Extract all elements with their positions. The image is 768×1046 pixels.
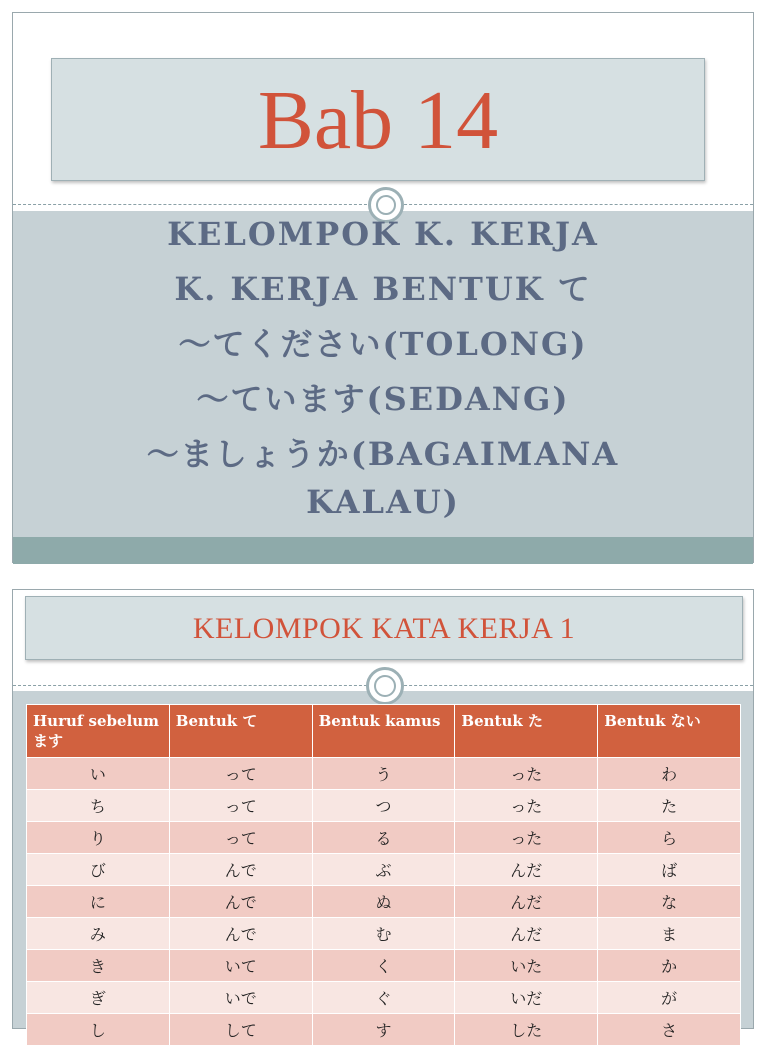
table-cell: た (598, 790, 741, 822)
subtitle-line: ～ています(SEDANG) (196, 380, 570, 418)
table-cell: い (27, 758, 170, 790)
table-cell: って (169, 758, 312, 790)
table-cell: び (27, 854, 170, 886)
table-cell: いて (169, 950, 312, 982)
verb-conjugation-table (26, 704, 741, 1046)
table-cell: ぶ (312, 854, 455, 886)
slide-1 (12, 12, 754, 563)
slide-1-title: Bab 14 (257, 74, 499, 167)
table-cell: した (455, 1014, 598, 1046)
table-cell: わ (598, 758, 741, 790)
table-cell: って (169, 822, 312, 854)
subtitle-line: ～ましょうか(BAGAIMANA (146, 435, 620, 473)
table-cell: んで (169, 854, 312, 886)
slide-1-subtitle (13, 207, 753, 522)
table-cell: つ (312, 790, 455, 822)
slide-1-title-box (51, 58, 705, 181)
table-cell: き (27, 950, 170, 982)
table-cell: に (27, 886, 170, 918)
table-cell: んだ (455, 854, 598, 886)
table-cell: ぬ (312, 886, 455, 918)
table-cell: ぎ (27, 982, 170, 1014)
table-header: Bentuk kamus (312, 705, 455, 758)
table-row (27, 950, 741, 982)
table-row (27, 758, 741, 790)
table-cell: な (598, 886, 741, 918)
table-body (27, 758, 741, 1046)
table-row (27, 886, 741, 918)
table-cell: ば (598, 854, 741, 886)
table-cell: る (312, 822, 455, 854)
table-cell: った (455, 758, 598, 790)
table-cell: す (312, 1014, 455, 1046)
table-cell: む (312, 918, 455, 950)
subtitle-line: ～てください(TOLONG) (178, 325, 588, 363)
table-row (27, 1014, 741, 1046)
subtitle-line: KALAU) (306, 483, 460, 521)
table-cell: ち (27, 790, 170, 822)
table-cell: り (27, 822, 170, 854)
slide-2-title-box (25, 596, 743, 660)
subtitle-line: K. KERJA BENTUK て (174, 270, 592, 308)
table-row (27, 854, 741, 886)
table-cell: く (312, 950, 455, 982)
table-cell: か (598, 950, 741, 982)
table-cell: ま (598, 918, 741, 950)
slide-2-title: KELOMPOK KATA KERJA 1 (192, 612, 576, 645)
subtitle-line: KELOMPOK K. KERJA (167, 215, 599, 253)
table-header: Huruf sebelum ます (27, 705, 170, 758)
slide-1-bottom-band (13, 537, 753, 564)
table-cell: いだ (455, 982, 598, 1014)
table-cell: んだ (455, 886, 598, 918)
table-cell: った (455, 790, 598, 822)
table-row (27, 918, 741, 950)
table-row (27, 822, 741, 854)
table-cell: ぐ (312, 982, 455, 1014)
table-cell: って (169, 790, 312, 822)
table-row (27, 982, 741, 1014)
table-cell: いた (455, 950, 598, 982)
table-cell: が (598, 982, 741, 1014)
table-header: Bentuk ない (598, 705, 741, 758)
table-cell: さ (598, 1014, 741, 1046)
ring-ornament-icon (366, 667, 404, 705)
table-cell: ら (598, 822, 741, 854)
table-cell: った (455, 822, 598, 854)
table-header: Bentuk て (169, 705, 312, 758)
table-cell: み (27, 918, 170, 950)
table-cell: いで (169, 982, 312, 1014)
table-cell: う (312, 758, 455, 790)
table-row (27, 790, 741, 822)
table-cell: んで (169, 918, 312, 950)
table-cell: し (27, 1014, 170, 1046)
table-cell: んだ (455, 918, 598, 950)
table-cell: して (169, 1014, 312, 1046)
slide-2 (12, 589, 754, 1040)
table-header-row (27, 705, 741, 758)
table-header: Bentuk た (455, 705, 598, 758)
table-cell: んで (169, 886, 312, 918)
